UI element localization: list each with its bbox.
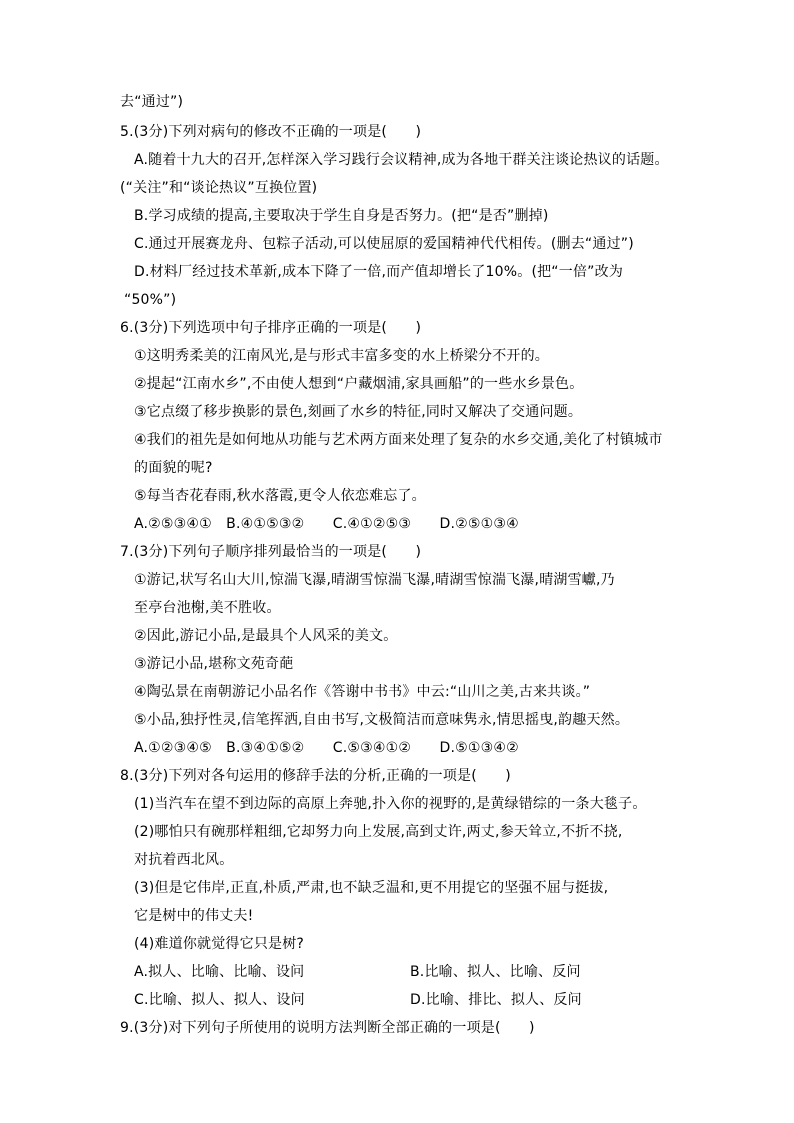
option-5c: C.通过开展赛龙舟、包粽子活动,可以使屈原的爱国精神代代相传。(删去“通过”) [134, 236, 634, 252]
option-8a: A.拟人、比喻、比喻、设问 [134, 964, 305, 980]
sentence-7-3: ③游记小品,堪称文苑奇葩 [134, 656, 294, 672]
options-6: A.②⑤③④① B.④①⑤③② C.④①②⑤③ D.②⑤①③④ [134, 516, 519, 532]
text-line: 去“通过”) [120, 94, 184, 110]
sentence-6-3: ③它点缀了移步换影的景色,刻画了水乡的特征,同时又解决了交通问题。 [134, 404, 583, 420]
sentence-7-1: ①游记,状写名山大川,惊湍飞瀑,晴湖雪惊湍飞瀑,晴湖雪惊湍飞瀑,晴湖雪巘,乃 [134, 572, 615, 588]
option-5d-cont: “50%”) [124, 292, 177, 308]
options-7: A.①②③④⑤ B.③④①⑤② C.⑤③④①② D.⑤①③④② [134, 740, 519, 756]
question-8: 8.(3分)下列对各句运用的修辞手法的分析,正确的一项是( ) [120, 768, 511, 784]
sentence-6-5: ⑤每当杏花春雨,秋水落霞,更令人依恋难忘了。 [134, 488, 426, 504]
sentence-6-2: ②提起“江南水乡”,不由使人想到“户藏烟浦,家具画船”的一些水乡景色。 [134, 376, 584, 392]
sentence-8-3: (3)但是它伟岸,正直,朴质,严肃,也不缺乏温和,更不用提它的坚强不屈与挺拔, [134, 880, 609, 896]
sentence-6-4-cont: 的面貌的呢? [134, 460, 213, 476]
option-5b: B.学习成绩的提高,主要取决于学生自身是否努力。(把“是否”删掉) [134, 208, 549, 224]
sentence-7-1-cont: 至亭台池榭,美不胜收。 [134, 600, 281, 616]
option-5a-cont: (“关注”和“谈论热议”互换位置) [120, 180, 318, 196]
sentence-8-3-cont: 它是树中的伟丈夫! [134, 908, 254, 924]
sentence-8-2: (2)哪怕只有碗那样粗细,它却努力向上发展,高到丈许,两丈,参天耸立,不折不挠, [134, 824, 623, 840]
sentence-6-4: ④我们的祖先是如何地从功能与艺术两方面来处理了复杂的水乡交通,美化了村镇城市 [134, 432, 663, 448]
question-7: 7.(3分)下列句子顺序排列最恰当的一项是( ) [120, 544, 422, 560]
sentence-8-1: (1)当汽车在望不到边际的高原上奔驰,扑入你的视野的,是黄绿错综的一条大毯子。 [134, 796, 647, 812]
sentence-8-4: (4)难道你就觉得它只是树? [134, 936, 305, 952]
question-6: 6.(3分)下列选项中句子排序正确的一项是( ) [120, 320, 422, 336]
option-5d: D.材料厂经过技术革新,成本下降了一倍,而产值却增长了10%。(把“一倍”改为 [134, 264, 624, 280]
sentence-8-2-cont: 对抗着西北风。 [134, 852, 234, 868]
sentence-6-1: ①这明秀柔美的江南风光,是与形式丰富多变的水上桥梁分不开的。 [134, 348, 549, 364]
question-9: 9.(3分)对下列句子所使用的说明方法判断全部正确的一项是( ) [120, 1020, 535, 1036]
option-8d: D.比喻、排比、拟人、反问 [410, 992, 582, 1008]
sentence-7-5: ⑤小品,独抒性灵,信笔挥洒,自由书写,文极简洁而意味隽永,情思摇曳,韵趣天然。 [134, 712, 630, 728]
option-8c: C.比喻、拟人、拟人、设问 [134, 992, 305, 1008]
sentence-7-2: ②因此,游记小品,是最具个人风采的美文。 [134, 628, 398, 644]
option-8b: B.比喻、拟人、比喻、反问 [410, 964, 581, 980]
question-5: 5.(3分)下列对病句的修改不正确的一项是( ) [120, 124, 422, 140]
sentence-7-4: ④陶弘景在南朝游记小品名作《答谢中书书》中云:“山川之美,古来共谈。” [134, 684, 591, 700]
option-5a: A.随着十九大的召开,怎样深入学习践行会议精神,成为各地干群关注谈论热议的话题。 [134, 152, 669, 168]
